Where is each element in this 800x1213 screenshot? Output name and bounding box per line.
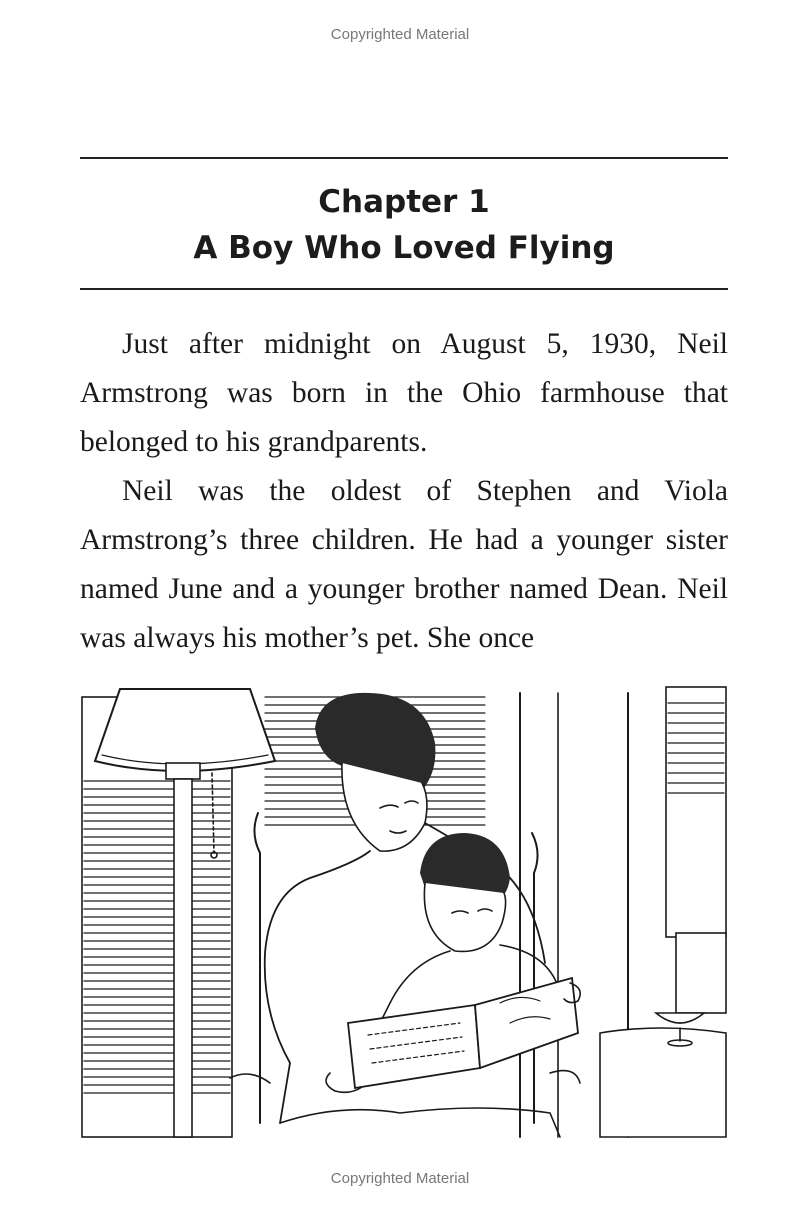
chapter-rule-top [80,157,728,159]
watermark-bottom: Copyrighted Material [330,1170,470,1187]
paragraph: Neil was the oldest of Stephen and Viola Armstrong’s three children. He had a younger sister named June and a younger brother named Dean. Neil was always his mother’s pet. She once [80,475,728,654]
watermark-top: Copyrighted Material [330,26,470,43]
body-text [80,320,728,663]
chapter-number: Chapter 1 [318,184,490,220]
paragraph: Just after midnight on August 5, 1930, Neil Armstrong was born in the Ohio farmhouse that belonged to his grandparents. [80,328,728,458]
mother-reading-to-child-icon [80,683,728,1138]
chapter-rule-bottom [80,288,728,290]
chapter-title: A Boy Who Loved Flying [193,230,615,266]
